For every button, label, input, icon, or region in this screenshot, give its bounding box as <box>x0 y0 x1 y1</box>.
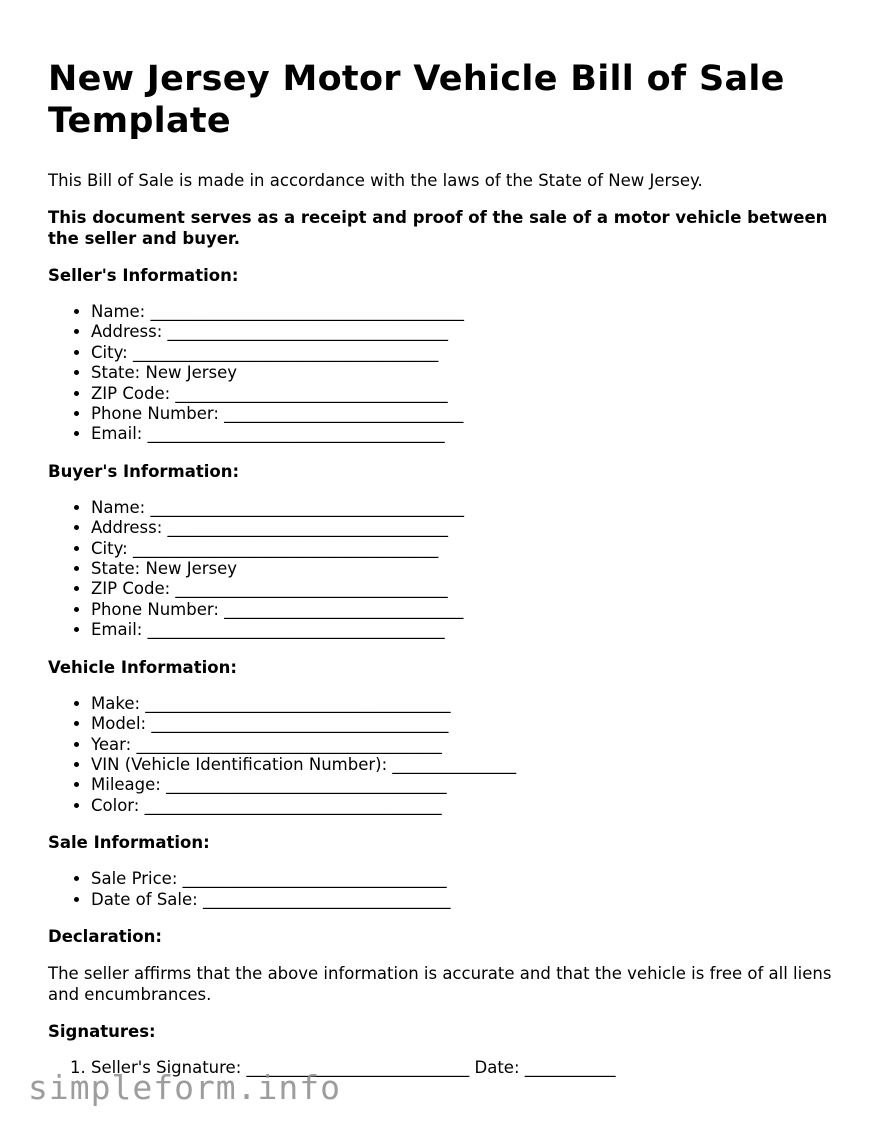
vehicle-make-field: • Make: _____________________________________ <box>91 694 848 714</box>
document-page <box>48 58 848 1094</box>
buyer-heading: Buyer's Information: <box>48 461 240 481</box>
purpose-text: This document serves as a receipt and proof of the sale of a motor vehicle between the seller and buyer. <box>48 208 828 248</box>
vehicle-vin-field: • VIN (Vehicle Identification Number): _______________ <box>91 755 848 775</box>
vehicle-list <box>48 694 848 816</box>
vehicle-year-field: • Year: _____________________________________ <box>91 735 848 755</box>
vehicle-heading: Vehicle Information: <box>48 657 237 677</box>
sale-list <box>48 869 848 910</box>
signatures-heading: Signatures: <box>48 1021 156 1041</box>
buyer-zip-field: • ZIP Code: _________________________________ <box>91 579 848 599</box>
vehicle-color-field: • Color: ____________________________________ <box>91 796 848 816</box>
seller-state-field: • State: New Jersey <box>91 363 848 383</box>
sale-price-field: • Sale Price: ________________________________ <box>91 869 848 889</box>
buyer-state-field: • State: New Jersey <box>91 559 848 579</box>
seller-signature-field: 1. Seller's Signature: ___________________________ Date: ___________ <box>91 1058 848 1078</box>
intro-text: This Bill of Sale is made in accordance with the laws of the State of New Jersey. <box>48 171 703 190</box>
signatures-list <box>48 1058 848 1078</box>
seller-city-field: • City: _____________________________________ <box>91 343 848 363</box>
buyer-name-field: • Name: ______________________________________ <box>91 498 848 518</box>
declaration-text: The seller affirms that the above information is accurate and that the vehicle is free of all liens and encumbrances. <box>48 963 832 1004</box>
buyer-list <box>48 498 848 641</box>
seller-address-field: • Address: __________________________________ <box>91 322 848 342</box>
sale-date-field: • Date of Sale: ______________________________ <box>91 890 848 910</box>
seller-heading: Seller's Information: <box>48 266 239 285</box>
vehicle-mileage-field: • Mileage: __________________________________ <box>91 775 848 795</box>
buyer-address-field: • Address: __________________________________ <box>91 518 848 538</box>
buyer-email-field: • Email: ____________________________________ <box>91 620 848 640</box>
sale-heading: Sale Information: <box>48 833 210 853</box>
seller-email-field: • Email: ____________________________________ <box>91 424 848 444</box>
buyer-city-field: • City: _____________________________________ <box>91 539 848 559</box>
watermark: simpleform.info <box>28 1068 342 1107</box>
vehicle-model-field: • Model: ____________________________________ <box>91 714 848 734</box>
seller-name-field: • Name: ______________________________________ <box>91 302 848 322</box>
seller-list <box>48 302 848 445</box>
seller-phone-field: • Phone Number: _____________________________ <box>91 404 848 424</box>
buyer-phone-field: • Phone Number: _____________________________ <box>91 600 848 620</box>
seller-zip-field: • ZIP Code: _________________________________ <box>91 384 848 404</box>
page-title: New Jersey Motor Vehicle Bill of Sale Template <box>48 59 785 141</box>
declaration-heading: Declaration: <box>48 926 162 946</box>
